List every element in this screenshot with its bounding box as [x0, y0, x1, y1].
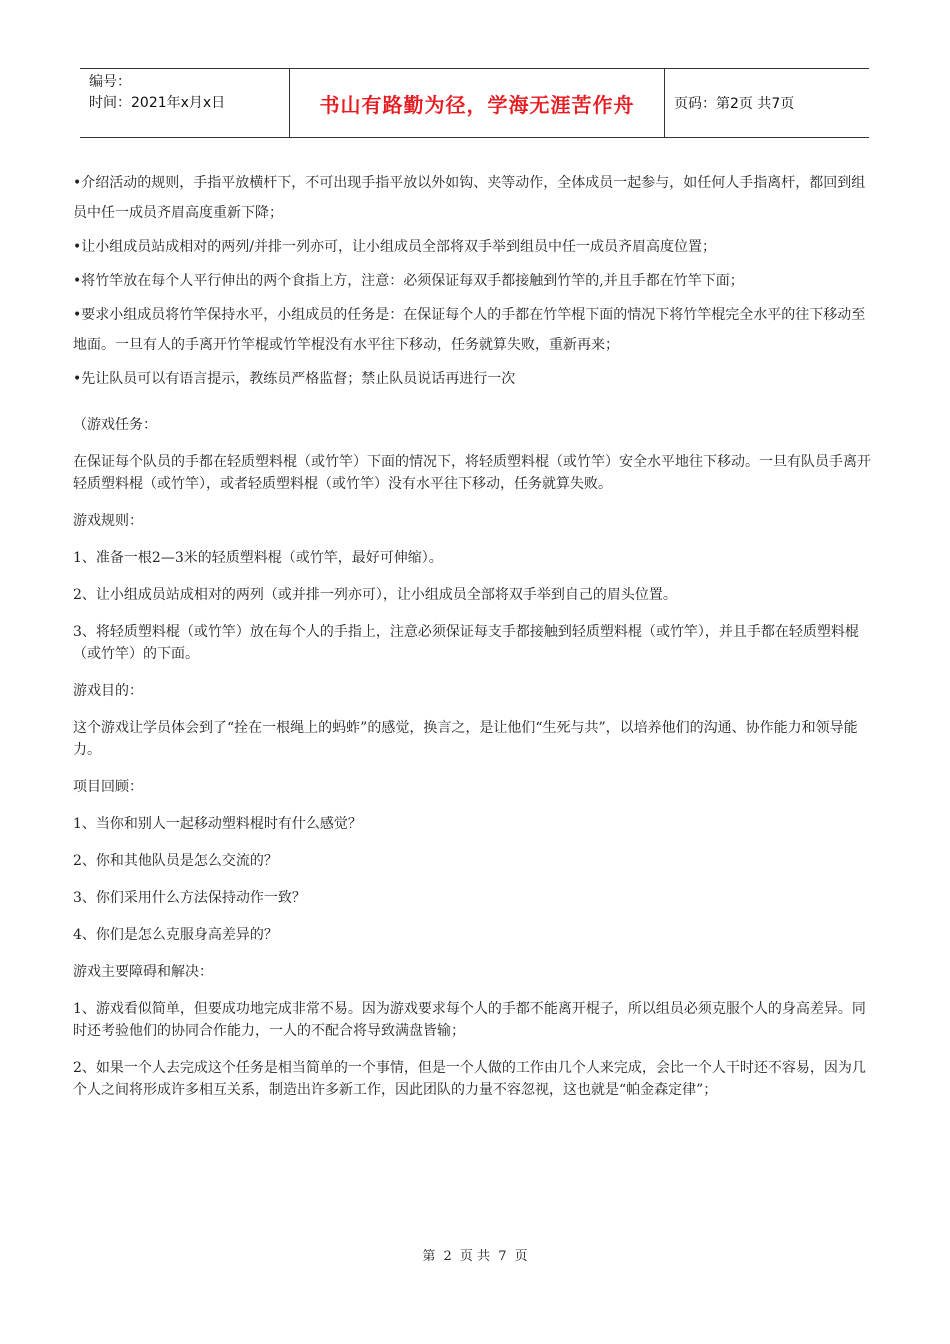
paragraph: 这个游戏让学员体会到了“拴在一根绳上的蚂蚱”的感觉，换言之，是让他们“生死与共”，以培养他们的沟通、协作能力和领导能力。	[73, 720, 858, 758]
section-heading: 游戏规则：	[73, 513, 143, 529]
footer-suffix: 页	[514, 1249, 528, 1264]
footer-page-number: 2	[443, 1249, 452, 1264]
list-item: 1、当你和别人一起移动塑料棍时有什么感觉？	[73, 816, 362, 832]
time-label: 时间：2021年x月x日	[89, 95, 226, 111]
header-motto: 书山有路勤为径，学海无涯苦作舟	[290, 69, 665, 137]
footer-middle: 页 共	[459, 1249, 491, 1264]
footer-total-pages: 7	[498, 1249, 507, 1264]
list-item: 2、让小组成员站成相对的两列（或并排一列亦可），让小组成员全部将双手举到自己的眉头位置。	[73, 587, 677, 603]
list-item: 1、游戏看似简单，但要成功地完成非常不易。因为游戏要求每个人的手都不能离开棍子，所以组员必须克服个人的身高差异。同时还考验他们的协同合作能力，一人的不配合将导致满盘皆输；	[73, 1001, 866, 1039]
page-footer	[0, 1245, 950, 1264]
code-label: 编号：	[89, 74, 131, 90]
bullet-item: •介绍活动的规则，手指平放横杆下，不可出现手指平放以外如钩、夹等动作，全体成员一起参与，如任何人手指离杆，都回到组员中任一成员齐眉高度重新下降；	[73, 175, 866, 221]
header-meta	[80, 69, 290, 137]
list-item: 3、你们采用什么方法保持动作一致？	[73, 890, 306, 906]
bullet-item: •要求小组成员将竹竿保持水平，小组成员的任务是：在保证每个人的手都在竹竿棍下面的情况下将竹竿棍完全水平的往下移动至地面。一旦有人的手离开竹竿棍或竹竿棍没有水平往下移动，任务就算失败，重新再来；	[73, 307, 866, 353]
section-heading: （游戏任务：	[73, 417, 157, 433]
footer-prefix: 第	[422, 1249, 436, 1264]
list-item: 2、如果一个人去完成这个任务是相当简单的一个事情，但是一个人做的工作由几个人来完成，会比一个人干时还不容易，因为几个人之间将形成许多相互关系，制造出许多新工作，因此团队的力量不容忽视，这也就是“帕金森定律”；	[73, 1060, 866, 1098]
list-item: 3、将轻质塑料棍（或竹竿）放在每个人的手指上，注意必须保证每支手都接触到轻质塑料棍（或竹竿），并且手都在轻质塑料棍（或竹竿）的下面。	[73, 624, 859, 662]
section-heading: 游戏目的：	[73, 683, 143, 699]
section-heading: 项目回顾：	[73, 779, 143, 795]
section-heading: 游戏主要障碍和解决：	[73, 964, 213, 980]
list-item: 4、你们是怎么克服身高差异的？	[73, 927, 278, 943]
bullet-item: •让小组成员站成相对的两列/并排一列亦可，让小组成员全部将双手举到组员中任一成员齐眉高度位置；	[73, 239, 716, 255]
document-body	[73, 168, 879, 1116]
list-item: 2、你和其他队员是怎么交流的？	[73, 853, 278, 869]
header-page-code: 页码：第2页 共7页	[674, 96, 795, 112]
bullet-item: •先让队员可以有语言提示，教练员严格监督；禁止队员说话再进行一次	[73, 371, 516, 387]
paragraph: 在保证每个队员的手都在轻质塑料棍（或竹竿）下面的情况下，将轻质塑料棍（或竹竿）安全水平地往下移动。一旦有队员手离开轻质塑料棍（或竹竿），或者轻质塑料棍（或竹竿）没有水平往下移动，任务就算失败。	[73, 454, 871, 492]
page-header	[80, 68, 869, 138]
bullet-item: •将竹竿放在每个人平行伸出的两个食指上方，注意：必须保证每双手都接触到竹竿的,并且手都在竹竿下面；	[73, 273, 744, 289]
section-gap	[73, 398, 879, 414]
list-item: 1、准备一根2—3米的轻质塑料棍（或竹竿，最好可伸缩）。	[73, 550, 443, 566]
